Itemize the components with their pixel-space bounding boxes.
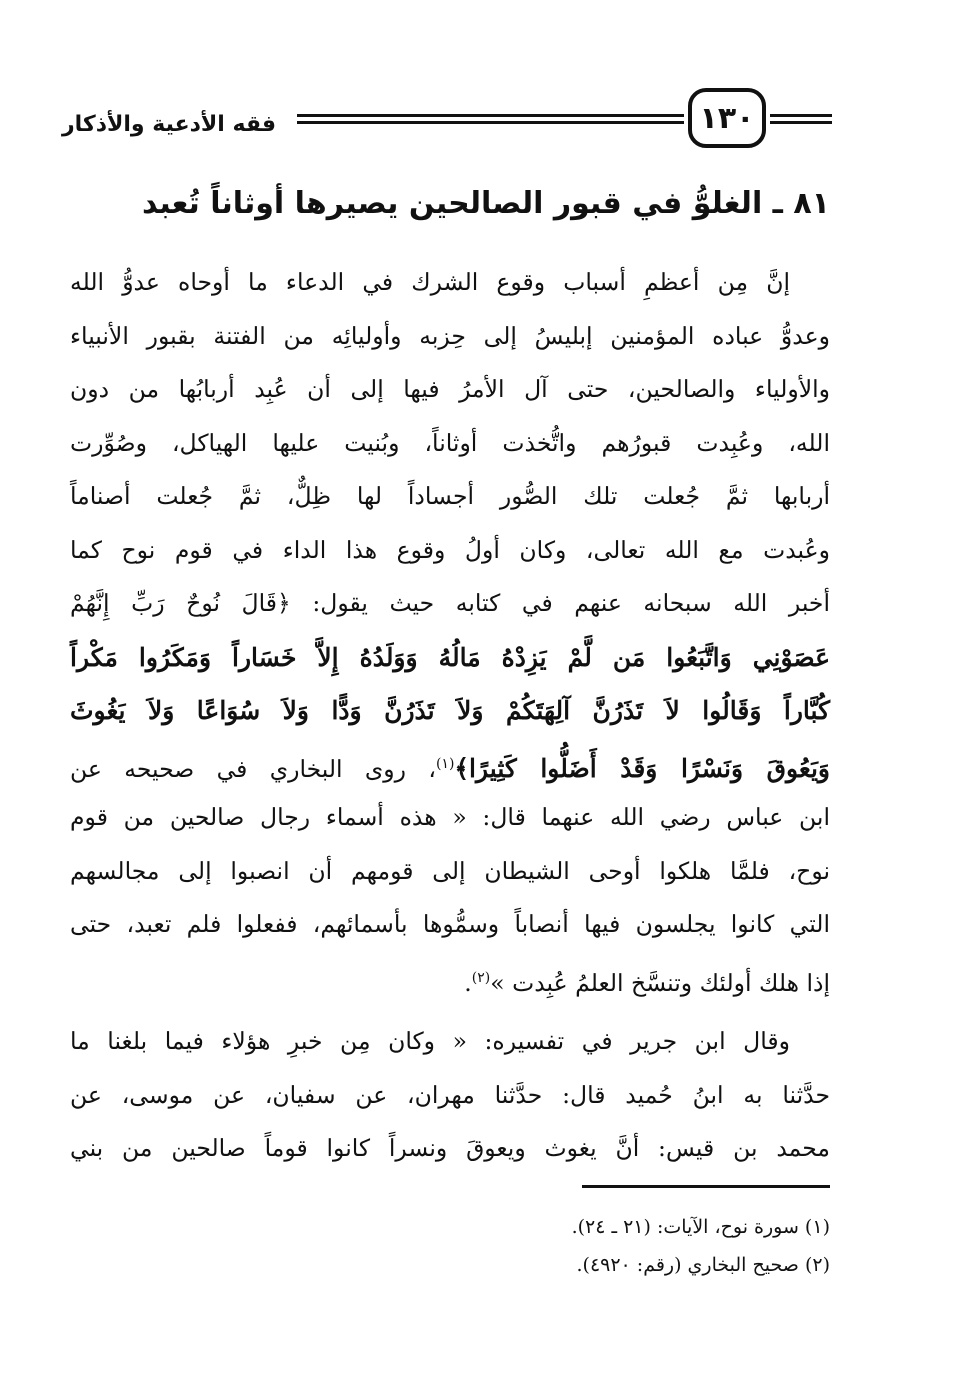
text-line: والأولياء والصالحين، حتى آل الأمرُ فيها إلى أن عُبِد أربابُها من دون — [70, 375, 830, 403]
text-line: التي كانوا يجلسون فيها أنصاباً وسمُّوها بأسمائهم، ففعلوا فلم تعبد، حتى — [70, 910, 830, 938]
page-header — [62, 88, 832, 160]
text-line: نوح، فلمَّا هلكوا أوحى الشيطان إلى قومهم أن انصبوا إلى مجالسهم — [70, 856, 830, 885]
text-line: محمد بن قيس: أنَّ يغوث ويعوقَ ونسراً كانوا قوماً صالحين من بني — [70, 1134, 830, 1162]
header-rule-left — [297, 114, 684, 124]
text-line: حدَّثنا به ابنُ حُميد قال: حدَّثنا مهران، عن سفيان، عن موسى، عن — [70, 1080, 830, 1109]
text-line: وعدوُّ عباده المؤمنين إبليسُ إلى حِزبه وأوليائِه من الفتنة بقبور الأنبياء — [70, 321, 830, 350]
text-line-tail: ، روى البخاري في صحيحه عن — [70, 754, 436, 783]
quran-verse-end: وَيَعُوقَ وَنَسْرًا وَقَدْ أَضَلُّوا كَثِيرًا﴾ — [454, 753, 830, 783]
text-line: وعُبدت مع الله تعالى، وكان أولُ وقوع هذا الداء في قوم نوح كما — [70, 535, 830, 564]
running-title: فقه الأدعية والأذكار — [62, 112, 277, 137]
text-line: أخبر الله سبحانه عنهم في كتابه حيث يقول: ﴿قَالَ نُوحٌ رَبِّ إِنَّهُمْ — [70, 589, 830, 617]
paragraph-1 — [70, 256, 830, 1005]
text-line-last: إذا هلك أولئك وتنسَّخ العلمُ عُبِدت »$^{(٢)}$. — [464, 968, 830, 997]
footnotes — [330, 1208, 830, 1284]
footnote-ref-1: (١) — [435, 755, 455, 772]
text-line: الله، وعُبِدت قبورُهم واتُّخذت أوثاناً، وبُنيت عليها الهياكل، وصُوِّرت — [70, 428, 830, 457]
quran-verse-line: عَصَوْنِي وَاتَّبَعُوا مَن لَّمْ يَزِدْهُ مَالُهُ وَوَلَدُهُ إِلاَّ خَسَاراً وَمَكَرُوا مَكْراً — [70, 642, 830, 672]
footnote-2: (٢) صحيح البخاري (رقم: ٤٩٢٠). — [576, 1254, 830, 1276]
text-line: إنَّ مِن أعظمِ أسباب وقوع الشرك في الدعاء ما أوحاه عدوُّ الله — [70, 268, 790, 296]
text-line: إذا هلك أولئك وتنسَّخ العلمُ عُبِدت » — [490, 968, 830, 997]
text-line: وقال ابن جرير في تفسيره: « وكان مِن خبرِ هؤلاء فيما بلغنا ما — [70, 1027, 790, 1055]
footnote-ref-2: (٢) — [471, 969, 491, 986]
footnote-divider — [582, 1185, 830, 1188]
page-number: ١٣٠ — [688, 88, 766, 148]
section-heading: ٨١ ـ الغلوُّ في قبور الصالحين يصيرها أوثاناً تُعبد — [142, 186, 830, 221]
text-line: أربابها ثمَّ جُعلت تلك الصُّور أجساداً لها ظِلٌّ، ثمَّ جُعلت أصناماً — [70, 482, 830, 510]
text-line: ابن عباس رضي الله عنهما قال: « هذه أسماء رجال صالحين من قوم — [70, 803, 830, 831]
text-line-mixed — [70, 738, 830, 792]
footnote-1: (١) سورة نوح، الآيات: (٢١ ـ ٢٤). — [571, 1216, 830, 1238]
quran-verse-line: كُبَّاراً وَقَالُوا لاَ تَذَرُنَّ آلِهَتَكُمْ وَلاَ تَذَرُنَّ وَدًّا وَلاَ سُوَاعًا وَلاَ يَغُوثَ — [70, 696, 830, 725]
body-text — [70, 256, 830, 1176]
paragraph-2 — [70, 1015, 830, 1176]
header-rule-right — [770, 114, 832, 124]
